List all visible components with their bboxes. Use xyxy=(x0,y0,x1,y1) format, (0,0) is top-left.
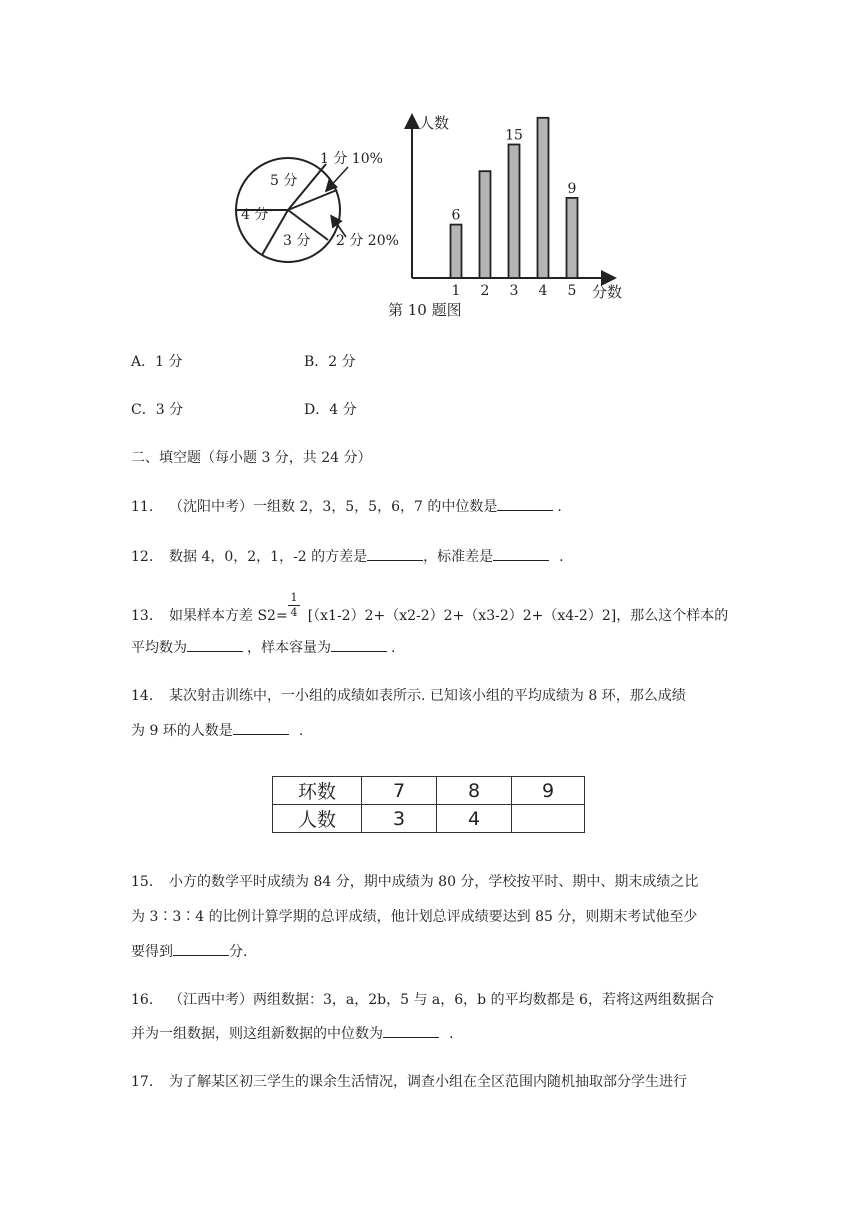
question-12 xyxy=(131,546,564,567)
pie-label-5: 5 分 xyxy=(270,173,298,189)
question-10-figure xyxy=(230,110,640,320)
bar-3 xyxy=(509,145,520,279)
answer-blank[interactable] xyxy=(233,720,289,735)
figure-caption: 第 10 题图 xyxy=(388,301,462,319)
question-tail: 分. xyxy=(229,944,248,960)
pie-label-3: 3 分 xyxy=(283,233,311,249)
question-text: （江西中考）两组数据：3，a，2b，5 与 a，6，b 的平均数都是 6，若将这两组数据合 xyxy=(169,992,714,1008)
x-axis-label: 分数 xyxy=(592,283,623,301)
question-text: 并为一组数据，则这组新数据的中位数为 xyxy=(131,1026,383,1042)
table-cell: 人数 xyxy=(273,805,362,833)
option-c[interactable]: C．3 分 xyxy=(131,402,184,418)
bar-2 xyxy=(480,171,491,278)
question-mid: ，样本容量为 xyxy=(247,640,331,656)
fraction-numerator: 1 xyxy=(290,591,298,604)
pie-callout-2: 2 分 20% xyxy=(336,233,399,249)
table-cell: 8 xyxy=(437,777,512,805)
question-15-line-2 xyxy=(131,907,697,927)
bar-chart xyxy=(388,114,622,319)
bar-1 xyxy=(451,225,462,278)
option-a[interactable]: A．1 分 xyxy=(131,354,183,370)
table-cell: 环数 xyxy=(273,777,362,805)
answer-blank[interactable] xyxy=(383,1023,439,1038)
bar-data-label: 6 xyxy=(451,207,461,224)
x-tick-label: 4 xyxy=(538,283,548,299)
table-cell: 7 xyxy=(362,777,437,805)
pie-label-4: 4 分 xyxy=(241,207,269,223)
question-text: 为 9 环的人数是 xyxy=(131,723,233,739)
question-text: 为了解某区初三学生的课余生活情况，调查小组在全区范围内随机抽取部分学生进行 xyxy=(169,1074,687,1090)
question-number: 15． xyxy=(131,874,163,890)
table-row xyxy=(273,805,585,833)
question-tail: . xyxy=(391,640,396,656)
question-mid: ，标准差是 xyxy=(423,549,494,565)
pie-callout-1: 1 分 10% xyxy=(320,151,383,167)
question-number: 13． xyxy=(131,608,163,624)
table-cell: 3 xyxy=(362,805,437,833)
score-table xyxy=(272,776,585,833)
question-11 xyxy=(131,496,562,517)
question-16 xyxy=(131,990,714,1010)
question-text: 某次射击训练中，一小组的成绩如表所示. 已知该小组的平均成绩为 8 环，那么成绩 xyxy=(169,688,686,704)
question-13-line-2 xyxy=(131,637,395,658)
bar-5 xyxy=(567,198,578,278)
bar-4 xyxy=(538,118,549,278)
section-title: 二、填空题（每小题 3 分，共 24 分） xyxy=(131,450,372,466)
question-16-line-2 xyxy=(131,1023,453,1044)
option-d[interactable]: D．4 分 xyxy=(304,402,357,418)
question-text: 为 3∶3∶4 的比例计算学期的总评成绩，他计划总评成绩要达到 85 分，则期末考试他至少 xyxy=(131,909,698,925)
question-15 xyxy=(131,872,698,892)
question-text: 小方的数学平时成绩为 84 分，期中成绩为 80 分，学校按平时、期中、期末成绩之比 xyxy=(169,874,699,890)
answer-blank-mean[interactable] xyxy=(187,637,243,652)
question-number: 17． xyxy=(131,1074,163,1090)
answer-blank-size[interactable] xyxy=(331,637,387,652)
question-text-pre: 如果样本方差 S2= xyxy=(169,608,288,624)
question-text: （沈阳中考）一组数 2，3，5，5，6，7 的中位数是 xyxy=(169,499,498,515)
table-row xyxy=(273,777,585,805)
x-tick-label: 2 xyxy=(480,283,490,299)
question-number: 14． xyxy=(131,688,163,704)
question-tail: . xyxy=(559,549,564,565)
question-15-line-3 xyxy=(131,941,247,962)
bar-data-label: 9 xyxy=(567,180,577,197)
y-axis-label: 人数 xyxy=(419,114,450,132)
answer-blank[interactable] xyxy=(497,496,553,511)
question-tail: . xyxy=(557,499,562,515)
question-text: 要得到 xyxy=(131,944,173,960)
x-tick-label: 3 xyxy=(509,283,519,299)
question-13 xyxy=(131,606,728,626)
table-cell: 9 xyxy=(512,777,585,805)
question-tail: . xyxy=(298,723,304,739)
question-number: 12． xyxy=(131,549,163,565)
fraction-denominator: 4 xyxy=(290,606,298,619)
table-cell: 4 xyxy=(437,805,512,833)
answer-blank[interactable] xyxy=(173,941,229,956)
answer-blank-std[interactable] xyxy=(493,546,549,561)
question-number: 16． xyxy=(131,992,163,1008)
question-14 xyxy=(131,686,686,706)
question-text: 数据 4，0，2，1，-2 的方差是 xyxy=(169,549,368,565)
question-text: 平均数为 xyxy=(131,640,187,656)
question-number: 11． xyxy=(131,499,163,515)
bar-data-label: 15 xyxy=(505,127,523,144)
table-cell xyxy=(512,805,585,833)
question-tail: . xyxy=(449,1026,454,1042)
question-17 xyxy=(131,1072,687,1092)
option-b[interactable]: B．2 分 xyxy=(304,354,356,370)
answer-blank-variance[interactable] xyxy=(367,546,423,561)
x-tick-label: 1 xyxy=(451,283,461,299)
pie-chart xyxy=(236,151,399,262)
question-14-line-2 xyxy=(131,720,303,741)
question-text-post: [（x1-2）2+（x2-2）2+（x3-2）2+（x4-2）2]，那么这个样本的 xyxy=(307,608,729,624)
x-tick-label: 5 xyxy=(567,283,577,299)
fraction xyxy=(288,592,300,619)
